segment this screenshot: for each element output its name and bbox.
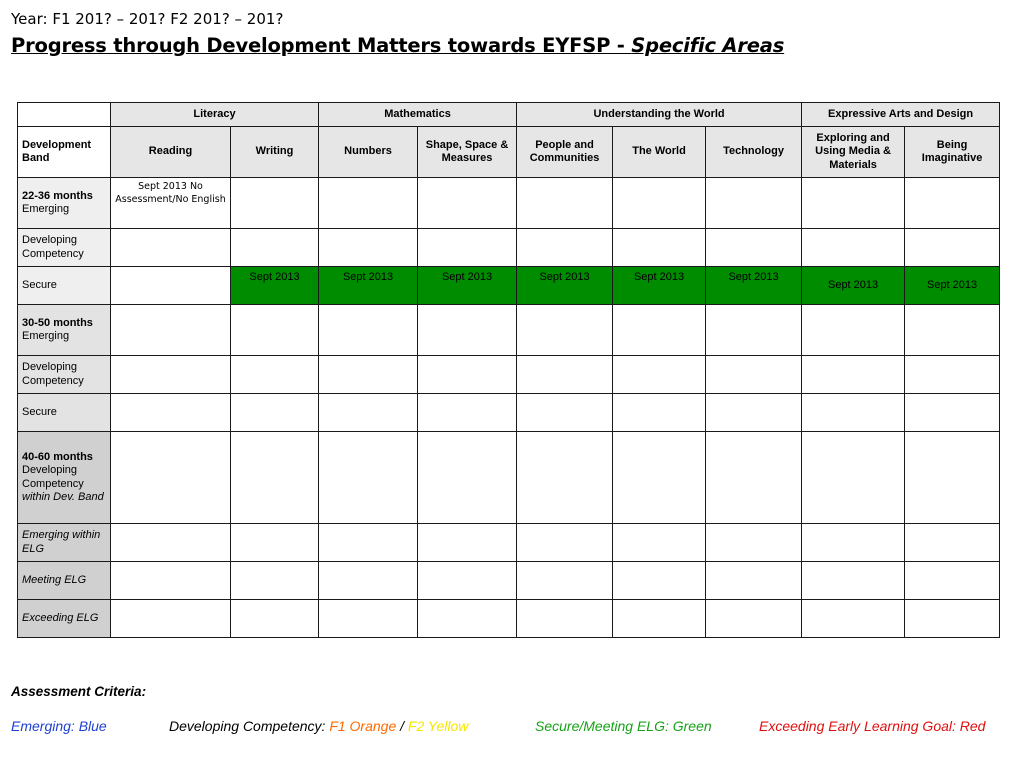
table-cell [231, 600, 319, 638]
table-cell [905, 229, 1000, 267]
band-stage: Developing Competency [22, 234, 84, 260]
band-stage: Developing Competency [22, 464, 84, 490]
legend-slash: / [396, 718, 408, 734]
table-cell [706, 394, 802, 432]
table-cell [517, 524, 613, 562]
band-stage: Emerging [22, 203, 70, 215]
table-cell [517, 562, 613, 600]
band-stage-italic: Exceeding ELG [22, 611, 99, 624]
table-cell [231, 524, 319, 562]
table-row [18, 267, 1000, 305]
column-header: Numbers [319, 127, 418, 178]
table-cell [418, 600, 517, 638]
band-label [18, 562, 111, 600]
table-cell [905, 178, 1000, 229]
table-cell [706, 600, 802, 638]
column-header: The World [613, 127, 706, 178]
table-cell: Sept 2013 No Assessment/No English [111, 178, 231, 229]
band-label [18, 524, 111, 562]
table-cell [111, 229, 231, 267]
table-row [18, 356, 1000, 394]
table-cell: Sept 2013 [905, 267, 1000, 305]
table-cell [802, 524, 905, 562]
table-cell [111, 562, 231, 600]
table-cell [802, 432, 905, 524]
legend-developing-label: Developing Competency: [169, 718, 330, 734]
table-row [18, 562, 1000, 600]
table-cell [517, 394, 613, 432]
table-cell: Sept 2013 [319, 267, 418, 305]
column-header: People and Communities [517, 127, 613, 178]
table-row [18, 305, 1000, 356]
table-cell [517, 356, 613, 394]
band-stage: Secure [22, 278, 57, 291]
table-cell [231, 394, 319, 432]
table-row [18, 394, 1000, 432]
table-cell: Sept 2013 [802, 267, 905, 305]
table-cell [231, 178, 319, 229]
table-row [18, 178, 1000, 229]
group-header-row [18, 103, 1000, 127]
table-cell [418, 178, 517, 229]
table-row [18, 432, 1000, 524]
table-cell: Sept 2013 [517, 267, 613, 305]
legend-exceeding: Exceeding Early Learning Goal: Red [759, 718, 986, 734]
table-cell [613, 229, 706, 267]
table-cell [517, 229, 613, 267]
legend-emerging: Emerging: Blue [11, 718, 107, 734]
band-label [18, 229, 111, 267]
table-cell [706, 305, 802, 356]
column-header: Technology [706, 127, 802, 178]
table-cell: Sept 2013 [231, 267, 319, 305]
table-cell [613, 394, 706, 432]
column-header: Being Imaginative [905, 127, 1000, 178]
group-header: Understanding the World [517, 103, 802, 127]
band-stage-italic: within Dev. Band [22, 491, 104, 503]
table-cell [802, 562, 905, 600]
table-cell [111, 305, 231, 356]
column-header: Shape, Space & Measures [418, 127, 517, 178]
band-label [18, 178, 111, 229]
band-stage: Developing Competency [22, 361, 84, 387]
table-cell: Sept 2013 [706, 267, 802, 305]
table-body [18, 103, 1000, 638]
table-cell [111, 600, 231, 638]
table-cell [905, 600, 1000, 638]
title-italic: Specific Areas [631, 34, 785, 57]
corner-cell [18, 103, 111, 127]
table-row [18, 600, 1000, 638]
table-cell [613, 524, 706, 562]
band-label [18, 394, 111, 432]
table-cell [905, 394, 1000, 432]
table-cell [905, 305, 1000, 356]
table-cell [111, 394, 231, 432]
table-cell [613, 600, 706, 638]
table-cell [802, 600, 905, 638]
table-cell [418, 394, 517, 432]
table-cell [319, 394, 418, 432]
table-cell [231, 229, 319, 267]
table-cell [517, 600, 613, 638]
band-stage-italic: Emerging within ELG [22, 529, 101, 555]
table-cell [319, 432, 418, 524]
table-cell [905, 432, 1000, 524]
table-cell [418, 524, 517, 562]
legend-developing [169, 718, 468, 734]
development-band-header: Development Band [18, 127, 111, 178]
table-cell [517, 305, 613, 356]
table-cell [111, 356, 231, 394]
band-label [18, 267, 111, 305]
legend-secure: Secure/Meeting ELG: Green [535, 718, 712, 734]
table-cell [706, 524, 802, 562]
table-cell [319, 229, 418, 267]
column-header: Reading [111, 127, 231, 178]
table-cell [613, 432, 706, 524]
table-cell [706, 562, 802, 600]
table-cell [319, 356, 418, 394]
progress-table [17, 102, 1000, 638]
table-cell [418, 305, 517, 356]
table-cell [517, 432, 613, 524]
column-header: Exploring and Using Media & Materials [802, 127, 905, 178]
table-cell [802, 229, 905, 267]
table-cell: Sept 2013 [418, 267, 517, 305]
table-cell [319, 600, 418, 638]
table-cell [418, 432, 517, 524]
table-cell [231, 356, 319, 394]
table-cell [706, 229, 802, 267]
column-header-row [18, 127, 1000, 178]
table-cell [905, 356, 1000, 394]
legend-f2: F2 Yellow [407, 718, 469, 734]
table-cell [418, 356, 517, 394]
page-title [11, 34, 784, 57]
band-age: 30-50 months [22, 316, 93, 329]
title-main: Progress through Development Matters towards EYFSP - [11, 34, 632, 57]
band-stage: Emerging [22, 330, 70, 342]
table-cell [706, 432, 802, 524]
table-row [18, 229, 1000, 267]
band-age: 40-60 months [22, 450, 93, 463]
table-cell [706, 178, 802, 229]
band-label [18, 600, 111, 638]
band-label [18, 356, 111, 394]
table-cell [517, 178, 613, 229]
group-header: Literacy [111, 103, 319, 127]
table-cell [802, 305, 905, 356]
table-cell [613, 305, 706, 356]
table-cell [905, 562, 1000, 600]
table-cell [319, 562, 418, 600]
table-cell [613, 356, 706, 394]
table-cell [613, 178, 706, 229]
table-cell [802, 394, 905, 432]
band-age: 22-36 months [22, 189, 93, 202]
band-label [18, 305, 111, 356]
column-header: Writing [231, 127, 319, 178]
table-cell [111, 432, 231, 524]
legend-f1: F1 Orange [329, 718, 397, 734]
table-cell [319, 524, 418, 562]
table-cell [802, 178, 905, 229]
assessment-criteria-title: Assessment Criteria: [11, 684, 147, 699]
table-row [18, 524, 1000, 562]
band-stage: Secure [22, 405, 57, 418]
band-label [18, 432, 111, 524]
table-cell [613, 562, 706, 600]
table-cell [418, 229, 517, 267]
table-cell: Sept 2013 [613, 267, 706, 305]
table-cell [111, 267, 231, 305]
year-line: Year: F1 201? – 201? F2 201? – 201? [11, 10, 284, 28]
table-cell [231, 305, 319, 356]
table-cell [706, 356, 802, 394]
table-cell [905, 524, 1000, 562]
table-cell [231, 432, 319, 524]
table-cell [111, 524, 231, 562]
band-stage-italic: Meeting ELG [22, 573, 87, 586]
table-cell [319, 305, 418, 356]
table-cell [418, 562, 517, 600]
table-cell [319, 178, 418, 229]
table-cell [802, 356, 905, 394]
group-header: Expressive Arts and Design [802, 103, 1000, 127]
table-cell [231, 562, 319, 600]
group-header: Mathematics [319, 103, 517, 127]
